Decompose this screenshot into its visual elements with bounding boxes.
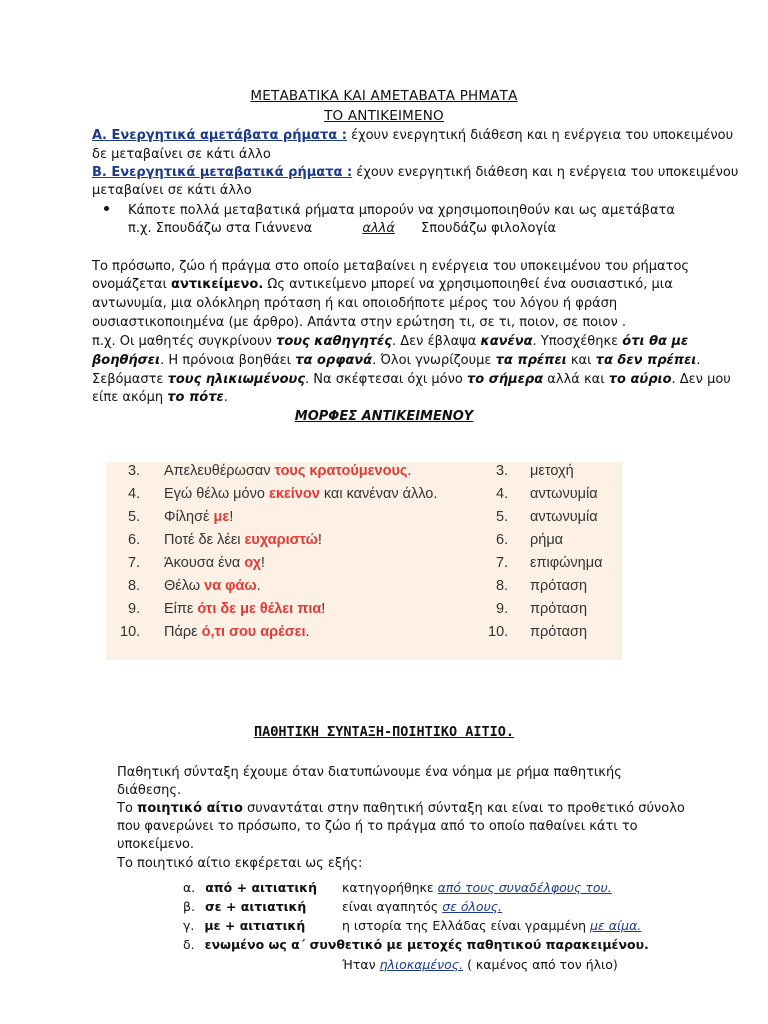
- table-row: 6. Ποτέ δε λέει ευχαριστώ! 6. ρήμα: [128, 532, 564, 548]
- section-b-label: Β. Ενεργητικά μεταβατικά ρήματα :: [92, 165, 353, 180]
- section-a-line1: Α. Ενεργητικά αμετάβατα ρήματα : έχουν ενεργητική διάθεση και η ενέργεια του υποκειμένου: [92, 128, 734, 143]
- list-item-example: η ιστορία της Ελλάδας είναι γραμμένη με αίμα.: [342, 918, 642, 933]
- passive-l6: Το ποιητικό αίτιο εκφέρεται ως εξής:: [117, 856, 363, 871]
- bullet-example: π.χ. Σπουδάζω στα Γιάννενα αλλά Σπουδάζω φιλολογία: [128, 221, 557, 236]
- definition-l2: ονομάζεται αντικείμενο. Ως αντικείμενο μπορεί να χρησιμοποιηθεί ένα ουσιαστικό, μια: [92, 277, 673, 292]
- list-item: β. σε + αιτιατική: [183, 899, 307, 914]
- section-a-label: Α. Ενεργητικά αμετάβατα ρήματα :: [92, 128, 347, 143]
- forms-table: [106, 462, 622, 660]
- definition-l1: Το πρόσωπο, ζώο ή πράγμα στο οποίο μεταβαίνει η ενέργεια του υποκειμένου του ρήματος: [92, 259, 690, 274]
- passive-title: ΠΑΘΗΤΙΚΗ ΣΥΝΤΑΞΗ-ΠΟΙΗΤΙΚΟ ΑΙΤΙΟ.: [253, 724, 515, 740]
- bullet-text: Κάποτε πολλά μεταβατικά ρήματα μπορούν να χρησιμοποιηθούν και ως αμετάβατα: [128, 203, 675, 218]
- passive-l5: υποκείμενο.: [117, 837, 195, 852]
- table-row: 8. Θέλω να φάω. 8. πρόταση: [128, 578, 588, 594]
- examples-l3: Σεβόμαστε τους ηλικιωμένους. Να σκέφτεσαι όχι μόνο το σήμερα αλλά και το αύριο. Δεν μου: [92, 372, 731, 387]
- definition-l4: ουσιαστικοποιημένα (με άρθρο). Απάντα στην ερώτηση τι, σε τι, ποιον, σε ποιον .: [92, 315, 626, 330]
- passive-l4: που φανερώνει το πρόσωπο, το ζώο ή το πράγμα από το οποίο παθαίνει κάτι το: [117, 819, 638, 834]
- examples-l2: βοηθήσει. Η πρόνοια βοηθάει τα ορφανά. Όλοι γνωρίζουμε τα πρέπει και τα δεν πρέπει.: [92, 353, 701, 368]
- sub-title: ΤΟ ΑΝΤΙΚΕΙΜΕΝΟ: [324, 108, 444, 124]
- section-b-line1: Β. Ενεργητικά μεταβατικά ρήματα : έχουν ενεργητική διάθεση και η ενέργεια του υποκειμένου: [92, 165, 739, 180]
- bullet-icon: [104, 206, 109, 211]
- section-b-line2: μεταβαίνει σε κάτι άλλο: [92, 183, 252, 198]
- table-row: 9. Είπε ότι δε με θέλει πια! 9. πρόταση: [128, 601, 588, 617]
- table-row: 4. Εγώ θέλω μόνο εκείνον και κανέναν άλλο. 4. αντωνυμία: [128, 486, 598, 502]
- forms-title: ΜΟΡΦΕΣ ΑΝΤΙΚΕΙΜΕΝΟΥ: [294, 409, 474, 424]
- passive-l2: διάθεσης.: [117, 783, 182, 798]
- definition-l3: αντωνυμία, μια ολόκληρη πρόταση ή και οποιοδήποτε μέρος του λόγου ή φράση: [92, 296, 618, 311]
- passive-l3: Το ποιητικό αίτιο συναντάται στην παθητική σύνταξη και είναι το προθετικό σύνολο: [117, 801, 685, 816]
- list-item: δ. ενωμένο ως α΄ συνθετικό με μετοχές παθητικού παρακειμένου.: [183, 937, 649, 952]
- table-row: 3. Απελευθέρωσαν τους κρατούμενους. 3. μετοχή: [128, 463, 574, 479]
- examples-l1: π.χ. Οι μαθητές συγκρίνουν τους καθηγητές. Δεν έβλαψα κανένα. Υποσχέθηκε ότι θα με: [92, 334, 689, 349]
- section-a-line2: δε μεταβαίνει σε κάτι άλλο: [92, 147, 271, 162]
- main-title: ΜΕΤΑΒΑΤΙΚΑ ΚΑΙ ΑΜΕΤΑΒΑΤΑ ΡΗΜΑΤΑ: [250, 88, 518, 104]
- list-item-example: Ήταν ηλιοκαμένος. ( καμένος από τον ήλιο): [342, 957, 618, 972]
- list-item: α. από + αιτιατική: [183, 880, 317, 895]
- passive-l1: Παθητική σύνταξη έχουμε όταν διατυπώνουμε ένα νόημα με ρήμα παθητικής: [117, 765, 622, 780]
- examples-l4: είπε ακόμη το πότε.: [92, 390, 228, 405]
- table-row: 7. Άκουσα ένα οχ! 7. επιφώνημα: [128, 555, 603, 571]
- table-row: 10. Πάρε ό,τι σου αρέσει. 10. πρόταση: [120, 624, 588, 640]
- list-item-example: κατηγορήθηκε από τους συναδέλφους του.: [342, 880, 612, 895]
- list-item-example: είναι αγαπητός σε όλους.: [342, 899, 503, 914]
- list-item: γ. με + αιτιατική: [183, 918, 306, 933]
- table-row: 5. Φίλησέ με! 5. αντωνυμία: [128, 509, 598, 525]
